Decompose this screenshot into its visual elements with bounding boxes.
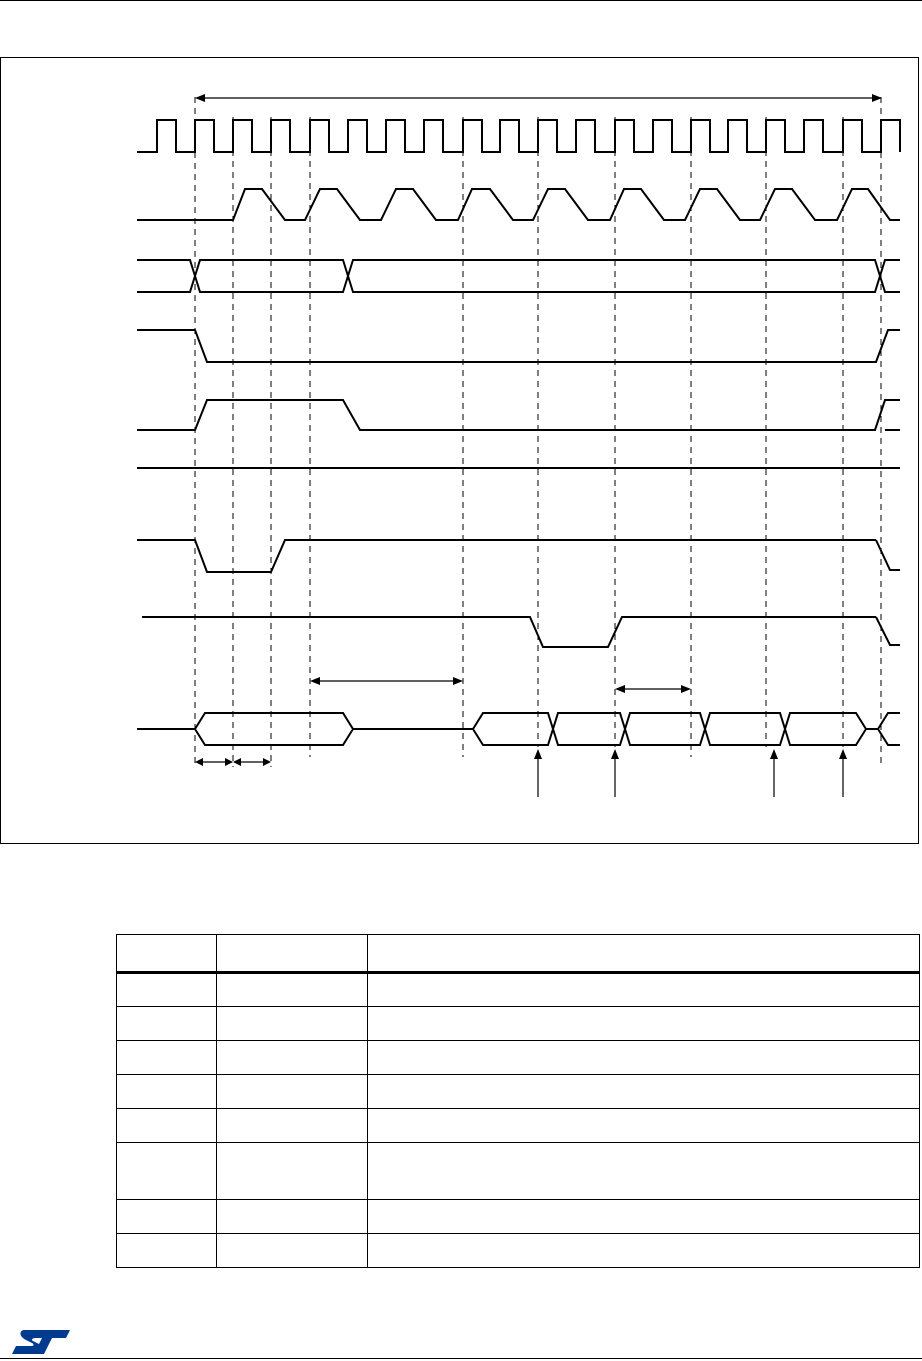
table-cell <box>117 1142 217 1199</box>
table-cell <box>117 1006 217 1040</box>
table-header-cell <box>368 935 920 973</box>
table-cell <box>217 1234 368 1268</box>
table-cell <box>217 1006 368 1040</box>
table-cell <box>368 1108 920 1142</box>
table-cell <box>368 1142 920 1199</box>
table-cell <box>368 1234 920 1268</box>
table-cell <box>217 1142 368 1199</box>
table-row <box>117 1200 920 1234</box>
table-header-cell <box>117 935 217 973</box>
table-header-row <box>117 935 920 973</box>
guide-lines <box>195 97 881 767</box>
table-row <box>117 1040 920 1074</box>
table-row <box>117 1074 920 1108</box>
table-cell <box>217 1074 368 1108</box>
table-cell <box>368 1040 920 1074</box>
setup-span-arrow <box>310 677 463 685</box>
table-header-cell <box>217 935 368 973</box>
table-cell <box>368 1200 920 1234</box>
sclk-signal <box>137 189 900 220</box>
line-rising-signal <box>137 400 900 430</box>
line-falling-signal <box>137 330 900 362</box>
page-top-rule <box>0 0 922 1</box>
table-cell <box>117 1108 217 1142</box>
table-row <box>117 973 920 1007</box>
table-cell <box>368 973 920 1007</box>
clock-signal <box>137 120 900 152</box>
page-bottom-rule <box>0 1358 922 1359</box>
bus-1-signal <box>137 260 900 292</box>
table-cell <box>368 1006 920 1040</box>
table-cell <box>217 1200 368 1234</box>
table-cell <box>217 973 368 1007</box>
table-row <box>117 1108 920 1142</box>
table-cell <box>117 1074 217 1108</box>
line-low-pulse-2-signal <box>142 617 900 647</box>
table-cell <box>117 1200 217 1234</box>
table-cell <box>117 1040 217 1074</box>
table-row <box>117 1234 920 1268</box>
table-row <box>117 1142 920 1199</box>
line-low-pulse-1-signal <box>137 540 900 572</box>
table-cell <box>217 1040 368 1074</box>
parameter-table <box>116 934 920 1268</box>
period-span-arrow <box>195 94 882 102</box>
table-cell <box>368 1074 920 1108</box>
table-row <box>117 1006 920 1040</box>
data-bus-signal <box>137 713 900 745</box>
table-cell <box>217 1108 368 1142</box>
st-logo-icon <box>10 1328 72 1356</box>
timing-diagram <box>0 57 919 844</box>
table-cell <box>117 1234 217 1268</box>
bit-span-arrow <box>615 685 691 693</box>
table-cell <box>117 973 217 1007</box>
